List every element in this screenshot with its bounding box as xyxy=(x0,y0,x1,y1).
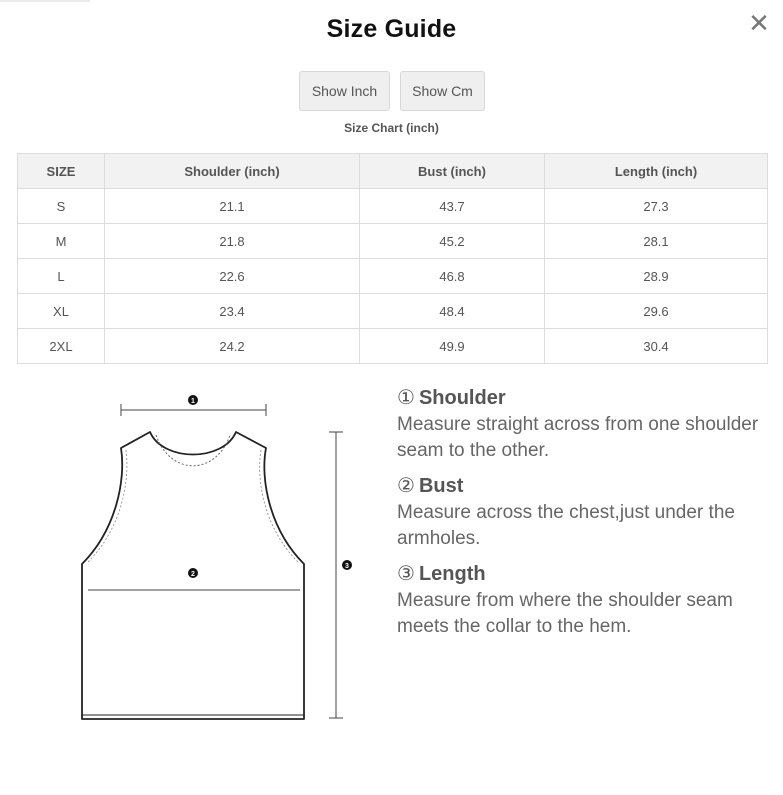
cell-length: 28.1 xyxy=(545,224,768,259)
cell-length: 27.3 xyxy=(545,189,768,224)
table-row xyxy=(18,259,768,294)
cell-bust: 49.9 xyxy=(360,329,545,364)
cell-size: 2XL xyxy=(18,329,105,364)
measurement-text: Measure straight across from one shoulder seam to the other. xyxy=(397,414,759,461)
cell-size: L xyxy=(18,259,105,294)
measurement-title: Bust xyxy=(418,475,464,497)
column-header-length: Length (inch) xyxy=(545,154,768,189)
cell-shoulder: 21.1 xyxy=(105,189,360,224)
measurement-title: Shoulder xyxy=(418,387,506,409)
marker-2-label: 2 xyxy=(191,571,195,578)
measurement-heading xyxy=(397,384,767,412)
measurement-heading xyxy=(397,472,767,500)
cell-size: S xyxy=(18,189,105,224)
show-inch-button[interactable]: Show Inch xyxy=(299,71,390,111)
measurement-number: ② xyxy=(397,475,415,497)
measurement-number: ③ xyxy=(397,563,415,585)
cell-shoulder: 21.8 xyxy=(105,224,360,259)
top-edge-line xyxy=(0,0,90,2)
cell-shoulder: 22.6 xyxy=(105,259,360,294)
size-table xyxy=(17,153,768,364)
show-cm-button[interactable]: Show Cm xyxy=(400,71,485,111)
measurement-text: Measure across the chest,just under the armholes. xyxy=(397,502,735,549)
table-row xyxy=(18,294,768,329)
cell-bust: 43.7 xyxy=(360,189,545,224)
cell-length: 29.6 xyxy=(545,294,768,329)
size-chart-caption: Size Chart (inch) xyxy=(344,121,439,135)
table-header-row xyxy=(18,154,768,189)
cell-bust: 46.8 xyxy=(360,259,545,294)
measurement-text: Measure from where the shoulder seam meets the collar to the hem. xyxy=(397,590,733,637)
marker-3-label: 3 xyxy=(345,563,349,570)
table-row xyxy=(18,224,768,259)
measurement-descriptions xyxy=(397,384,767,648)
measurement-heading xyxy=(397,560,767,588)
tank-top-diagram xyxy=(60,380,380,740)
cell-bust: 48.4 xyxy=(360,294,545,329)
cell-size: M xyxy=(18,224,105,259)
measurement-item-shoulder xyxy=(397,384,767,464)
column-header-bust: Bust (inch) xyxy=(360,154,545,189)
cell-bust: 45.2 xyxy=(360,224,545,259)
measurement-number: ① xyxy=(397,387,415,409)
cell-shoulder: 24.2 xyxy=(105,329,360,364)
measurement-item-bust xyxy=(397,472,767,552)
cell-length: 30.4 xyxy=(545,329,768,364)
table-row xyxy=(18,189,768,224)
marker-1-label: 1 xyxy=(191,398,195,405)
measurement-title: Length xyxy=(418,563,486,585)
measurement-item-length xyxy=(397,560,767,640)
cell-length: 28.9 xyxy=(545,259,768,294)
cell-size: XL xyxy=(18,294,105,329)
column-header-shoulder: Shoulder (inch) xyxy=(105,154,360,189)
page-title: Size Guide xyxy=(326,15,457,43)
column-header-size: SIZE xyxy=(18,154,105,189)
close-icon[interactable]: ✕ xyxy=(748,8,770,38)
table-row xyxy=(18,329,768,364)
cell-shoulder: 23.4 xyxy=(105,294,360,329)
